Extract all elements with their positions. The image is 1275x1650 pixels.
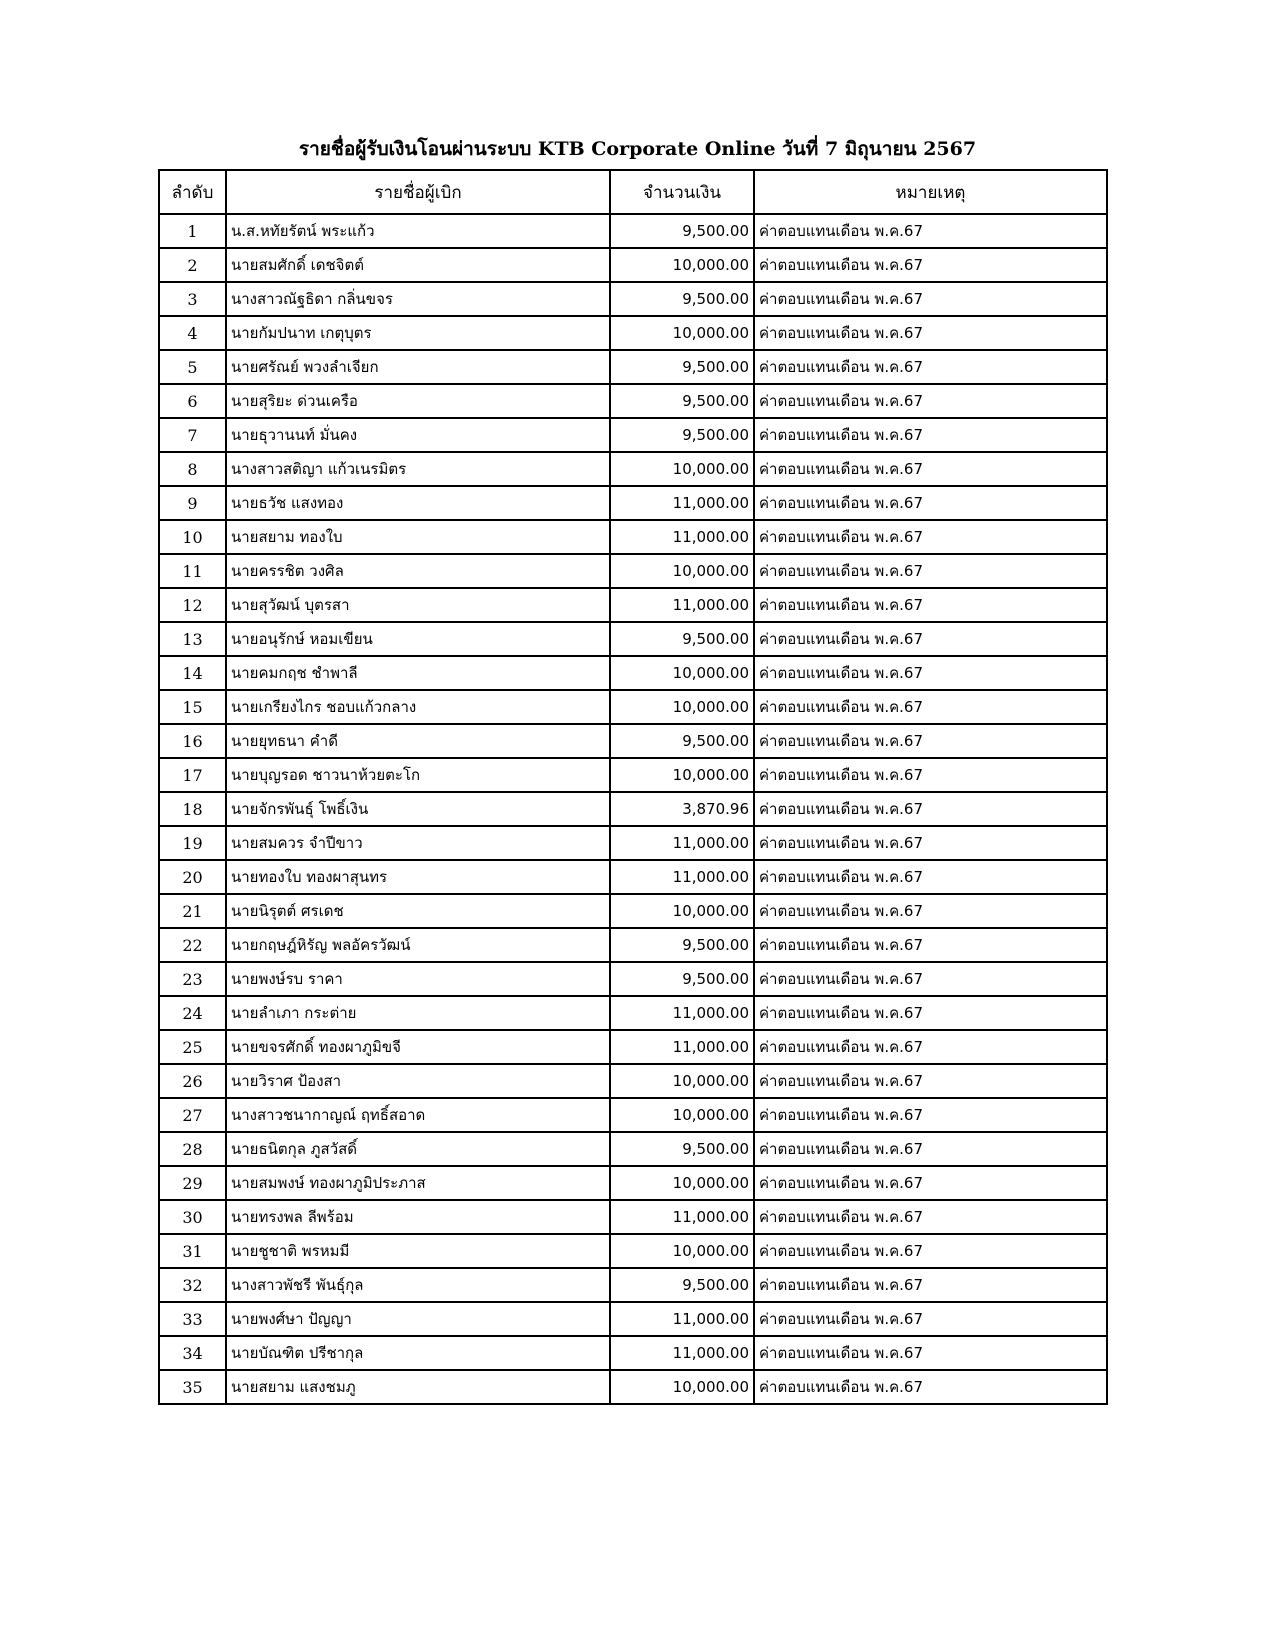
table-header-row <box>159 170 1107 214</box>
row-remark-cell: ค่าตอบแทนเดือน พ.ค.67 <box>754 758 1107 792</box>
row-payee-name-cell: นายทองใบ ทองผาสุนทร <box>226 860 610 894</box>
row-remark-cell: ค่าตอบแทนเดือน พ.ค.67 <box>754 1064 1107 1098</box>
row-amount-cell: 10,000.00 <box>610 1234 754 1268</box>
row-payee-name-cell: นายธวัช แสงทอง <box>226 486 610 520</box>
row-payee-name-cell: นายสยาม ทองใบ <box>226 520 610 554</box>
header-order: ลำดับ <box>159 170 226 214</box>
table-row <box>159 554 1107 588</box>
row-order-cell: 35 <box>159 1370 226 1404</box>
row-remark-cell: ค่าตอบแทนเดือน พ.ค.67 <box>754 928 1107 962</box>
row-order-cell: 1 <box>159 214 226 248</box>
row-amount-cell: 9,500.00 <box>610 622 754 656</box>
table-row <box>159 1064 1107 1098</box>
row-amount-cell: 11,000.00 <box>610 1030 754 1064</box>
header-payee-name: รายชื่อผู้เบิก <box>226 170 610 214</box>
table-row <box>159 1166 1107 1200</box>
row-order-cell: 32 <box>159 1268 226 1302</box>
row-payee-name-cell: นายสุวัฒน์ บุตรสา <box>226 588 610 622</box>
row-order-cell: 4 <box>159 316 226 350</box>
row-payee-name-cell: นายศรัณย์ พวงลำเจียก <box>226 350 610 384</box>
row-amount-cell: 10,000.00 <box>610 452 754 486</box>
row-payee-name-cell: นางสาวณัฐธิดา กลิ่นขจร <box>226 282 610 316</box>
table-row <box>159 1200 1107 1234</box>
row-order-cell: 30 <box>159 1200 226 1234</box>
row-order-cell: 18 <box>159 792 226 826</box>
row-payee-name-cell: นางสาวชนากาญณ์ ฤทธิ์สอาด <box>226 1098 610 1132</box>
row-remark-cell: ค่าตอบแทนเดือน พ.ค.67 <box>754 248 1107 282</box>
row-order-cell: 5 <box>159 350 226 384</box>
row-remark-cell: ค่าตอบแทนเดือน พ.ค.67 <box>754 486 1107 520</box>
row-order-cell: 23 <box>159 962 226 996</box>
table-row <box>159 1132 1107 1166</box>
row-remark-cell: ค่าตอบแทนเดือน พ.ค.67 <box>754 622 1107 656</box>
row-payee-name-cell: นายธนิตกุล ภูสวัสดิ์ <box>226 1132 610 1166</box>
table-row <box>159 316 1107 350</box>
row-order-cell: 6 <box>159 384 226 418</box>
row-order-cell: 31 <box>159 1234 226 1268</box>
row-remark-cell: ค่าตอบแทนเดือน พ.ค.67 <box>754 350 1107 384</box>
row-remark-cell: ค่าตอบแทนเดือน พ.ค.67 <box>754 1370 1107 1404</box>
table-row <box>159 622 1107 656</box>
row-order-cell: 7 <box>159 418 226 452</box>
row-remark-cell: ค่าตอบแทนเดือน พ.ค.67 <box>754 792 1107 826</box>
row-order-cell: 2 <box>159 248 226 282</box>
row-amount-cell: 9,500.00 <box>610 928 754 962</box>
row-payee-name-cell: น.ส.หทัยรัตน์ พระแก้ว <box>226 214 610 248</box>
header-remark: หมายเหตุ <box>754 170 1107 214</box>
row-amount-cell: 9,500.00 <box>610 1268 754 1302</box>
row-payee-name-cell: นายสมควร จำปีขาว <box>226 826 610 860</box>
row-order-cell: 21 <box>159 894 226 928</box>
row-amount-cell: 11,000.00 <box>610 1200 754 1234</box>
row-payee-name-cell: นายขจรศักดิ์ ทองผาภูมิขจี <box>226 1030 610 1064</box>
row-remark-cell: ค่าตอบแทนเดือน พ.ค.67 <box>754 1098 1107 1132</box>
row-order-cell: 25 <box>159 1030 226 1064</box>
row-remark-cell: ค่าตอบแทนเดือน พ.ค.67 <box>754 1234 1107 1268</box>
row-order-cell: 10 <box>159 520 226 554</box>
row-remark-cell: ค่าตอบแทนเดือน พ.ค.67 <box>754 1268 1107 1302</box>
row-amount-cell: 9,500.00 <box>610 962 754 996</box>
row-remark-cell: ค่าตอบแทนเดือน พ.ค.67 <box>754 588 1107 622</box>
row-order-cell: 13 <box>159 622 226 656</box>
row-remark-cell: ค่าตอบแทนเดือน พ.ค.67 <box>754 418 1107 452</box>
row-order-cell: 9 <box>159 486 226 520</box>
row-remark-cell: ค่าตอบแทนเดือน พ.ค.67 <box>754 282 1107 316</box>
row-remark-cell: ค่าตอบแทนเดือน พ.ค.67 <box>754 996 1107 1030</box>
row-remark-cell: ค่าตอบแทนเดือน พ.ค.67 <box>754 690 1107 724</box>
table-row <box>159 384 1107 418</box>
row-amount-cell: 9,500.00 <box>610 1132 754 1166</box>
table-row <box>159 520 1107 554</box>
row-remark-cell: ค่าตอบแทนเดือน พ.ค.67 <box>754 554 1107 588</box>
row-remark-cell: ค่าตอบแทนเดือน พ.ค.67 <box>754 1336 1107 1370</box>
row-order-cell: 29 <box>159 1166 226 1200</box>
row-order-cell: 8 <box>159 452 226 486</box>
row-payee-name-cell: นายกัมปนาท เกตุบุตร <box>226 316 610 350</box>
table-row <box>159 758 1107 792</box>
row-payee-name-cell: นายทรงพล ลีพร้อม <box>226 1200 610 1234</box>
table-row <box>159 894 1107 928</box>
row-order-cell: 33 <box>159 1302 226 1336</box>
row-order-cell: 15 <box>159 690 226 724</box>
document-title: รายชื่อผู้รับเงินโอนผ่านระบบ KTB Corporate Online วันที่ 7 มิถุนายน 2567 <box>298 138 977 160</box>
row-order-cell: 26 <box>159 1064 226 1098</box>
row-remark-cell: ค่าตอบแทนเดือน พ.ค.67 <box>754 452 1107 486</box>
table-row <box>159 248 1107 282</box>
row-remark-cell: ค่าตอบแทนเดือน พ.ค.67 <box>754 1302 1107 1336</box>
row-payee-name-cell: นายครรชิต วงศิล <box>226 554 610 588</box>
row-order-cell: 16 <box>159 724 226 758</box>
table-row <box>159 282 1107 316</box>
row-remark-cell: ค่าตอบแทนเดือน พ.ค.67 <box>754 316 1107 350</box>
row-order-cell: 11 <box>159 554 226 588</box>
row-amount-cell: 10,000.00 <box>610 690 754 724</box>
row-payee-name-cell: นายสยาม แสงชมภู <box>226 1370 610 1404</box>
table-row <box>159 1336 1107 1370</box>
table-row <box>159 214 1107 248</box>
row-payee-name-cell: นายพงษ์รบ ราคา <box>226 962 610 996</box>
row-amount-cell: 10,000.00 <box>610 894 754 928</box>
row-order-cell: 12 <box>159 588 226 622</box>
row-amount-cell: 11,000.00 <box>610 996 754 1030</box>
table-row <box>159 1234 1107 1268</box>
table-row <box>159 996 1107 1030</box>
row-amount-cell: 10,000.00 <box>610 1370 754 1404</box>
row-remark-cell: ค่าตอบแทนเดือน พ.ค.67 <box>754 214 1107 248</box>
table-row <box>159 350 1107 384</box>
row-payee-name-cell: นายสมศักดิ์ เดชจิตต์ <box>226 248 610 282</box>
row-payee-name-cell: นายลำเภา กระต่าย <box>226 996 610 1030</box>
row-payee-name-cell: นายเกรียงไกร ชอบแก้วกลาง <box>226 690 610 724</box>
row-amount-cell: 3,870.96 <box>610 792 754 826</box>
table-row <box>159 724 1107 758</box>
row-payee-name-cell: นางสาวสติญา แก้วเนรมิตร <box>226 452 610 486</box>
row-amount-cell: 9,500.00 <box>610 724 754 758</box>
header-amount: จำนวนเงิน <box>610 170 754 214</box>
row-payee-name-cell: นายบุญรอด ชาวนาห้วยตะโก <box>226 758 610 792</box>
row-order-cell: 34 <box>159 1336 226 1370</box>
table-body <box>159 214 1107 1404</box>
row-order-cell: 28 <box>159 1132 226 1166</box>
row-payee-name-cell: นายบัณฑิต ปรีชากุล <box>226 1336 610 1370</box>
table-row <box>159 1030 1107 1064</box>
row-remark-cell: ค่าตอบแทนเดือน พ.ค.67 <box>754 520 1107 554</box>
row-order-cell: 19 <box>159 826 226 860</box>
row-payee-name-cell: นายนิรุตต์ ศรเดช <box>226 894 610 928</box>
row-payee-name-cell: นายชูชาติ พรหมมี <box>226 1234 610 1268</box>
row-payee-name-cell: นายยุทธนา คำดี <box>226 724 610 758</box>
row-amount-cell: 10,000.00 <box>610 1098 754 1132</box>
row-remark-cell: ค่าตอบแทนเดือน พ.ค.67 <box>754 860 1107 894</box>
row-remark-cell: ค่าตอบแทนเดือน พ.ค.67 <box>754 1166 1107 1200</box>
table-row <box>159 418 1107 452</box>
row-amount-cell: 11,000.00 <box>610 826 754 860</box>
row-payee-name-cell: นายพงศ์ษา ปัญญา <box>226 1302 610 1336</box>
row-amount-cell: 10,000.00 <box>610 316 754 350</box>
row-payee-name-cell: นายธุวานนท์ มั่นคง <box>226 418 610 452</box>
row-payee-name-cell: นายวิราศ ป้องสา <box>226 1064 610 1098</box>
table-row <box>159 860 1107 894</box>
table-row <box>159 588 1107 622</box>
table-row <box>159 486 1107 520</box>
table-row <box>159 690 1107 724</box>
row-payee-name-cell: นางสาวพัชรี พันธุ์กุล <box>226 1268 610 1302</box>
row-amount-cell: 11,000.00 <box>610 520 754 554</box>
payee-table <box>158 169 1108 1405</box>
row-amount-cell: 11,000.00 <box>610 486 754 520</box>
row-payee-name-cell: นายจักรพันธุ์ โพธิ์เงิน <box>226 792 610 826</box>
row-payee-name-cell: นายสมพงษ์ ทองผาภูมิประภาส <box>226 1166 610 1200</box>
row-remark-cell: ค่าตอบแทนเดือน พ.ค.67 <box>754 1132 1107 1166</box>
table-row <box>159 962 1107 996</box>
table-row <box>159 1370 1107 1404</box>
row-amount-cell: 9,500.00 <box>610 384 754 418</box>
row-order-cell: 14 <box>159 656 226 690</box>
table-row <box>159 928 1107 962</box>
row-remark-cell: ค่าตอบแทนเดือน พ.ค.67 <box>754 894 1107 928</box>
row-payee-name-cell: นายอนุรักษ์ หอมเขียน <box>226 622 610 656</box>
row-order-cell: 24 <box>159 996 226 1030</box>
row-amount-cell: 10,000.00 <box>610 248 754 282</box>
table-row <box>159 1302 1107 1336</box>
row-payee-name-cell: นายคมกฤช ชำพาลี <box>226 656 610 690</box>
row-amount-cell: 10,000.00 <box>610 1166 754 1200</box>
table-row <box>159 1098 1107 1132</box>
row-amount-cell: 10,000.00 <box>610 1064 754 1098</box>
row-amount-cell: 10,000.00 <box>610 656 754 690</box>
row-amount-cell: 9,500.00 <box>610 350 754 384</box>
row-remark-cell: ค่าตอบแทนเดือน พ.ค.67 <box>754 962 1107 996</box>
row-order-cell: 27 <box>159 1098 226 1132</box>
table-row <box>159 656 1107 690</box>
row-payee-name-cell: นายกฤษฎ์หิรัญ พลอัครวัฒน์ <box>226 928 610 962</box>
row-order-cell: 20 <box>159 860 226 894</box>
row-amount-cell: 9,500.00 <box>610 282 754 316</box>
row-remark-cell: ค่าตอบแทนเดือน พ.ค.67 <box>754 724 1107 758</box>
row-remark-cell: ค่าตอบแทนเดือน พ.ค.67 <box>754 1030 1107 1064</box>
row-amount-cell: 9,500.00 <box>610 418 754 452</box>
table-row <box>159 452 1107 486</box>
row-remark-cell: ค่าตอบแทนเดือน พ.ค.67 <box>754 826 1107 860</box>
table-row <box>159 826 1107 860</box>
row-order-cell: 17 <box>159 758 226 792</box>
row-remark-cell: ค่าตอบแทนเดือน พ.ค.67 <box>754 384 1107 418</box>
row-payee-name-cell: นายสุริยะ ด่วนเครือ <box>226 384 610 418</box>
row-amount-cell: 9,500.00 <box>610 214 754 248</box>
table-row <box>159 1268 1107 1302</box>
row-order-cell: 22 <box>159 928 226 962</box>
row-remark-cell: ค่าตอบแทนเดือน พ.ค.67 <box>754 656 1107 690</box>
row-amount-cell: 10,000.00 <box>610 758 754 792</box>
table-row <box>159 792 1107 826</box>
row-amount-cell: 11,000.00 <box>610 1302 754 1336</box>
row-order-cell: 3 <box>159 282 226 316</box>
row-remark-cell: ค่าตอบแทนเดือน พ.ค.67 <box>754 1200 1107 1234</box>
row-amount-cell: 10,000.00 <box>610 554 754 588</box>
row-amount-cell: 11,000.00 <box>610 1336 754 1370</box>
row-amount-cell: 11,000.00 <box>610 860 754 894</box>
row-amount-cell: 11,000.00 <box>610 588 754 622</box>
